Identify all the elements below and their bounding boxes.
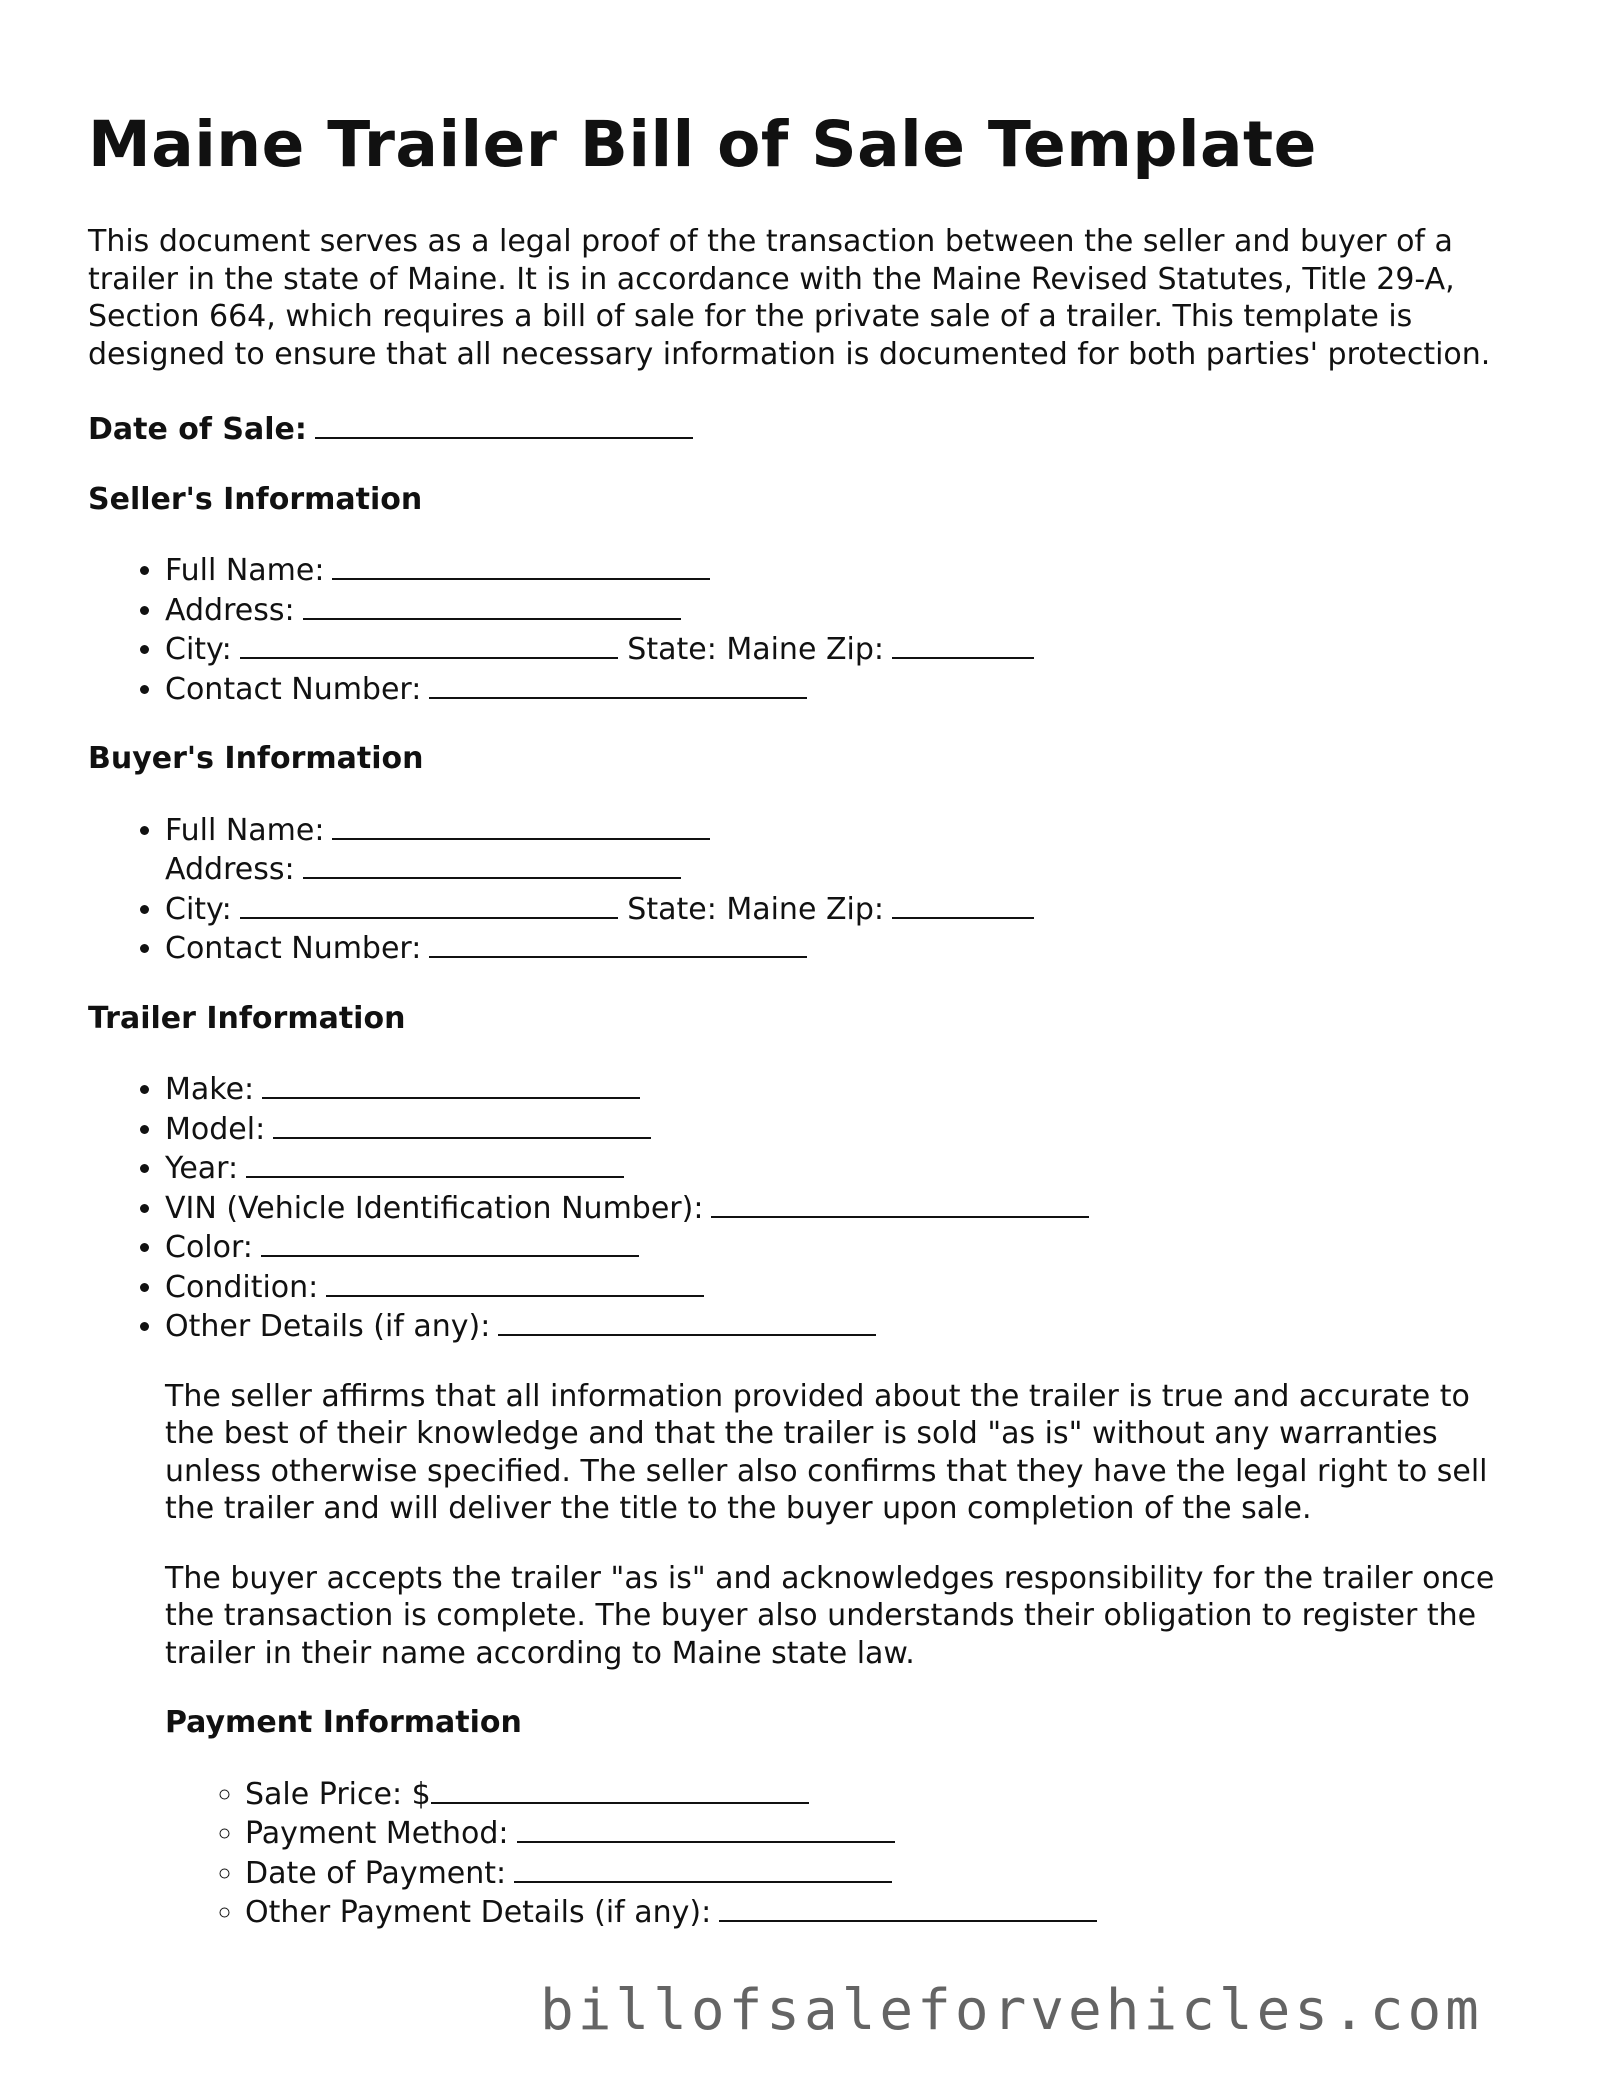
seller-heading: Seller's Information	[88, 481, 423, 517]
seller-full-name-blank[interactable]	[332, 550, 710, 580]
payment-list	[165, 1774, 1528, 1932]
seller-contact-blank[interactable]	[429, 669, 807, 699]
document-title: Maine Trailer Bill of Sale Template	[88, 108, 1317, 181]
seller-full-name-item	[165, 550, 1528, 590]
buyer-list	[88, 810, 1528, 968]
payment-method-item	[245, 1813, 1528, 1853]
payment-date-item	[245, 1853, 1528, 1893]
payment-method-blank[interactable]	[517, 1813, 895, 1843]
buyer-city-item	[165, 889, 1528, 929]
seller-city-item	[165, 629, 1528, 669]
trailer-other-blank[interactable]	[498, 1306, 876, 1336]
seller-zip-blank[interactable]	[892, 629, 1034, 659]
buyer-contact-item	[165, 928, 1528, 968]
seller-contact-label: Contact Number:	[165, 671, 422, 707]
payment-other-label: Other Payment Details (if any):	[245, 1895, 712, 1931]
buyer-zip-blank[interactable]	[892, 889, 1034, 919]
seller-address-item	[165, 590, 1528, 630]
trailer-heading: Trailer Information	[88, 1000, 406, 1036]
trailer-make-blank[interactable]	[262, 1069, 640, 1099]
buyer-heading: Buyer's Information	[88, 741, 424, 777]
buyer-full-name-blank[interactable]	[332, 810, 710, 840]
seller-full-name-label: Full Name:	[165, 553, 325, 589]
trailer-vin-blank[interactable]	[711, 1188, 1089, 1218]
trailer-vin-item	[165, 1188, 1528, 1228]
buyer-city-blank[interactable]	[240, 889, 618, 919]
payment-other-blank[interactable]	[719, 1892, 1097, 1922]
seller-address-label: Address:	[165, 592, 295, 628]
trailer-year-item	[165, 1148, 1528, 1188]
trailer-condition-label: Condition:	[165, 1269, 319, 1305]
trailer-year-label: Year:	[165, 1151, 239, 1187]
intro-paragraph: This document serves as a legal proof of the transaction between the seller and buyer of a trailer in the state of Maine. It is in accordance with the Maine Revised Statutes, Title 29-A, Section 664, which requires a bill of sale for the private sale of a trailer. This template is designed to ensure that all necessary information is documented for both parties' protection.	[88, 224, 1491, 372]
payment-price-item	[245, 1774, 1528, 1814]
seller-address-blank[interactable]	[303, 590, 681, 620]
seller-contact-item	[165, 669, 1528, 709]
trailer-other-label: Other Details (if any):	[165, 1309, 491, 1345]
date-of-sale-blank[interactable]	[315, 409, 693, 439]
payment-price-label: Sale Price: $	[245, 1776, 431, 1812]
trailer-condition-blank[interactable]	[326, 1267, 704, 1297]
buyer-contact-label: Contact Number:	[165, 931, 422, 967]
seller-state-zip-label: State: Maine Zip:	[627, 632, 884, 668]
trailer-year-blank[interactable]	[246, 1148, 624, 1178]
seller-city-label: City:	[165, 632, 232, 668]
buyer-address-label: Address:	[165, 852, 295, 888]
date-of-sale-label: Date of Sale:	[88, 412, 307, 448]
payment-date-label: Date of Payment:	[245, 1855, 507, 1891]
buyer-acceptance-paragraph: The buyer accepts the trailer "as is" and acknowledges responsibility for the trailer once the transaction is complete. The buyer also understands their obligation to register the trailer in their name according to Maine state law.	[165, 1560, 1495, 1671]
date-of-sale-line	[88, 409, 1528, 449]
payment-date-blank[interactable]	[514, 1853, 892, 1883]
trailer-model-blank[interactable]	[273, 1109, 651, 1139]
payment-price-blank[interactable]	[431, 1774, 809, 1804]
trailer-color-item	[165, 1227, 1528, 1267]
payment-method-label: Payment Method:	[245, 1816, 509, 1852]
buyer-contact-blank[interactable]	[429, 928, 807, 958]
trailer-model-label: Model:	[165, 1111, 266, 1147]
seller-city-blank[interactable]	[240, 629, 618, 659]
payment-other-item	[245, 1892, 1528, 1932]
trailer-condition-item	[165, 1267, 1528, 1307]
trailer-make-label: Make:	[165, 1072, 255, 1108]
seller-list	[88, 550, 1528, 708]
trailer-vin-label: VIN (Vehicle Identification Number):	[165, 1190, 704, 1226]
buyer-address-blank[interactable]	[303, 849, 681, 879]
seller-affirmation-paragraph: The seller affirms that all information provided about the trailer is true and accurate to the best of their knowledge and that the trailer is sold "as is" without any warranties unless otherwise specified. The seller also confirms that they have the legal right to sell the trailer and will deliver the title to the buyer upon completion of the sale.	[165, 1378, 1488, 1527]
buyer-city-label: City:	[165, 891, 232, 927]
trailer-color-label: Color:	[165, 1230, 253, 1266]
trailer-list	[88, 1069, 1528, 1346]
trailer-color-blank[interactable]	[261, 1227, 639, 1257]
buyer-state-zip-label: State: Maine Zip:	[627, 891, 884, 927]
buyer-full-name-item	[165, 810, 1528, 889]
trailer-other-item	[165, 1306, 1528, 1346]
document-page	[88, 110, 1528, 1964]
payment-heading: Payment Information	[165, 1705, 522, 1741]
trailer-make-item	[165, 1069, 1528, 1109]
watermark-text: billofsaleforvehicles.com	[540, 1978, 1483, 2043]
buyer-full-name-label: Full Name:	[165, 812, 325, 848]
terms-section	[165, 1378, 1528, 1932]
trailer-model-item	[165, 1109, 1528, 1149]
